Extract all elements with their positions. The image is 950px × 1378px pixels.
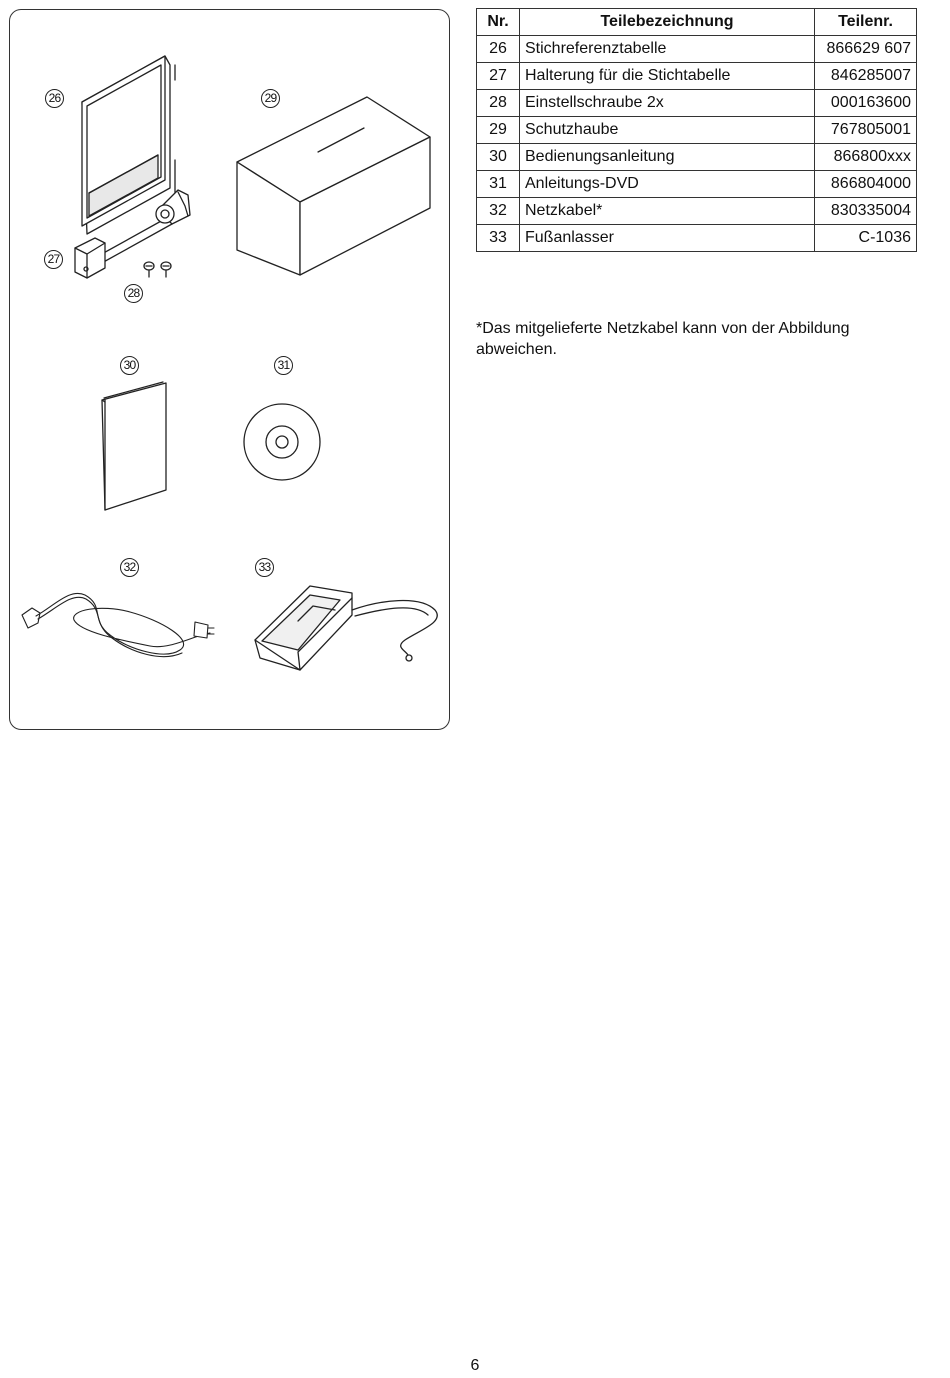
callout-31: 31 bbox=[274, 356, 293, 375]
callout-29: 29 bbox=[261, 89, 280, 108]
header-part-number: Teilenr. bbox=[815, 9, 917, 36]
table-row bbox=[477, 225, 917, 252]
table-header-row bbox=[477, 9, 917, 36]
row-name: Stichreferenztabelle bbox=[520, 36, 815, 63]
table-row bbox=[477, 198, 917, 225]
row-nr: 32 bbox=[477, 198, 520, 225]
callout-27: 27 bbox=[44, 250, 63, 269]
row-nr: 31 bbox=[477, 171, 520, 198]
parts-table bbox=[476, 8, 917, 252]
row-nr: 30 bbox=[477, 144, 520, 171]
callout-28: 28 bbox=[124, 284, 143, 303]
row-part-number: 846285007 bbox=[815, 63, 917, 90]
table-row bbox=[477, 90, 917, 117]
row-part-number: 767805001 bbox=[815, 117, 917, 144]
row-nr: 28 bbox=[477, 90, 520, 117]
table-row bbox=[477, 36, 917, 63]
power-cord-illustration bbox=[22, 593, 214, 656]
row-name: Netzkabel* bbox=[520, 198, 815, 225]
row-nr: 29 bbox=[477, 117, 520, 144]
table-row bbox=[477, 63, 917, 90]
row-part-number: C-1036 bbox=[815, 225, 917, 252]
power-cord-note: *Das mitgelieferte Netzkabel kann von der Abbildung abweichen. bbox=[476, 320, 850, 358]
row-name: Bedienungsanleitung bbox=[520, 144, 815, 171]
row-part-number: 866629 607 bbox=[815, 36, 917, 63]
row-name: Einstellschraube 2x bbox=[520, 90, 815, 117]
callout-30: 30 bbox=[120, 356, 139, 375]
row-name: Fußanlasser bbox=[520, 225, 815, 252]
screws-illustration bbox=[144, 262, 171, 277]
row-part-number: 000163600 bbox=[815, 90, 917, 117]
foot-control-illustration bbox=[255, 586, 437, 670]
row-nr: 27 bbox=[477, 63, 520, 90]
callout-33: 33 bbox=[255, 558, 274, 577]
row-nr: 33 bbox=[477, 225, 520, 252]
row-part-number: 866800xxx bbox=[815, 144, 917, 171]
accessories-illustration-panel bbox=[9, 9, 450, 730]
row-name: Schutzhaube bbox=[520, 117, 815, 144]
row-part-number: 830335004 bbox=[815, 198, 917, 225]
header-nr: Nr. bbox=[477, 9, 520, 36]
callout-32: 32 bbox=[120, 558, 139, 577]
table-row bbox=[477, 171, 917, 198]
table-row bbox=[477, 117, 917, 144]
dust-cover-illustration bbox=[237, 97, 430, 275]
callout-26: 26 bbox=[45, 89, 64, 108]
row-part-number: 866804000 bbox=[815, 171, 917, 198]
accessories-illustration bbox=[10, 10, 451, 731]
row-name: Anleitungs-DVD bbox=[520, 171, 815, 198]
manual-illustration bbox=[102, 382, 166, 510]
dvd-illustration bbox=[244, 404, 320, 480]
row-name: Halterung für die Stichtabelle bbox=[520, 63, 815, 90]
table-row bbox=[477, 144, 917, 171]
page-number: 6 bbox=[470, 1357, 480, 1374]
row-nr: 26 bbox=[477, 36, 520, 63]
header-name: Teilebezeichnung bbox=[520, 9, 815, 36]
